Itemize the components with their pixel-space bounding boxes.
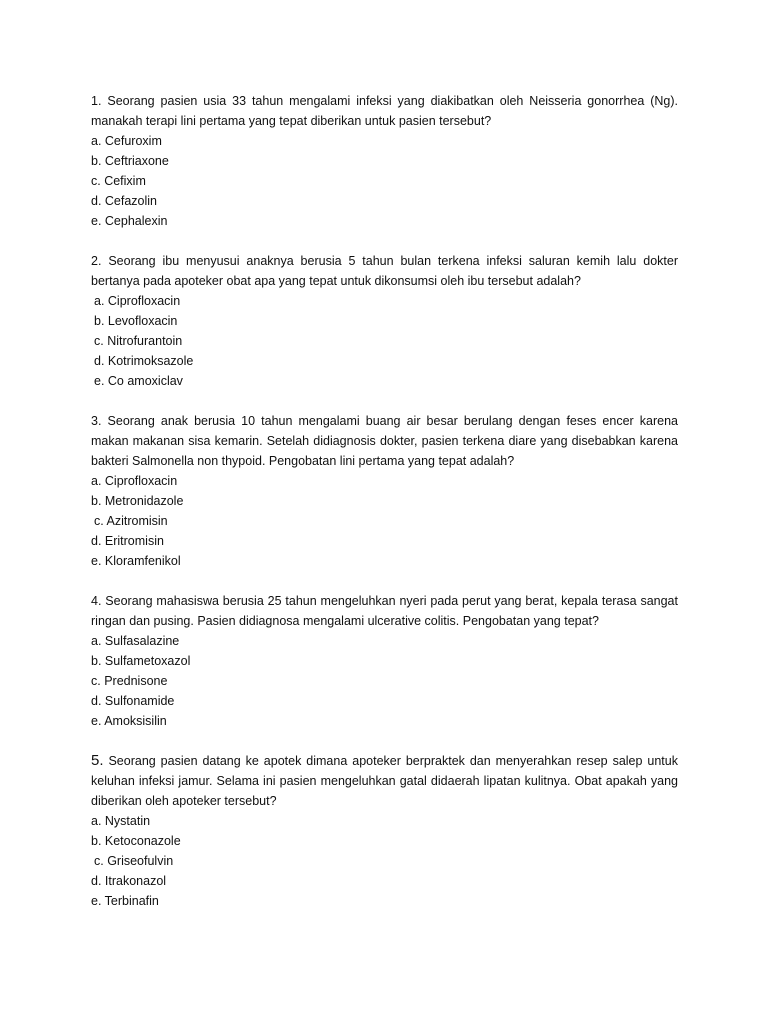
option-e: e. Terbinafin (91, 894, 159, 908)
question-text: Seorang mahasiswa berusia 25 tahun mengeluhkan nyeri pada perut yang berat, kepala terasa sangat ringan dan pusing. Pasien didiagnosa mengalami ulcerative colitis. Pengobatan yang tepat? (91, 594, 678, 628)
option-a: a. Sulfasalazine (91, 634, 180, 648)
option-d: d. Eritromisin (91, 534, 164, 548)
question-4 (91, 591, 678, 731)
option-b: b. Metronidazole (91, 494, 184, 508)
question-5 (91, 751, 678, 911)
option-c: c. Griseofulvin (94, 854, 174, 868)
question-number: 1. (91, 94, 102, 108)
option-a: a. Ciprofloxacin (91, 474, 178, 488)
question-number: 4. (91, 594, 102, 608)
option-list (91, 131, 678, 231)
question-3 (91, 411, 678, 571)
question-2 (91, 251, 678, 391)
option-e: e. Amoksisilin (91, 714, 167, 728)
option-d: d. Cefazolin (91, 194, 158, 208)
question-number: 3. (91, 414, 102, 428)
option-a: a. Ciprofloxacin (94, 294, 181, 308)
option-d: d. Kotrimoksazole (94, 354, 194, 368)
option-c: c. Azitromisin (94, 514, 168, 528)
question-stem (91, 591, 678, 631)
option-c: c. Prednisone (91, 674, 168, 688)
option-c: c. Nitrofurantoin (94, 334, 183, 348)
option-a: a. Cefuroxim (91, 134, 162, 148)
option-d: d. Itrakonazol (91, 874, 167, 888)
question-stem (91, 91, 678, 131)
question-number: 5. (91, 752, 104, 769)
option-list (91, 291, 678, 391)
option-c: c. Cefixim (91, 174, 146, 188)
question-number: 2. (91, 254, 102, 268)
option-b: b. Sulfametoxazol (91, 654, 191, 668)
option-e: e. Co amoxiclav (94, 374, 183, 388)
option-list (91, 811, 678, 911)
option-e: e. Cephalexin (91, 214, 168, 228)
option-b: b. Ketoconazole (91, 834, 181, 848)
option-list (91, 471, 678, 571)
question-list (91, 91, 678, 931)
question-stem (91, 251, 678, 291)
question-text: Seorang pasien datang ke apotek dimana apoteker berpraktek dan menyerahkan resep salep untuk keluhan infeksi jamur. Selama ini pasien mengeluhkan gatal didaerah lipatan kulitnya. Obat apakah yang diberikan oleh apoteker tersebut? (91, 754, 678, 808)
option-e: e. Kloramfenikol (91, 554, 181, 568)
question-text: Seorang anak berusia 10 tahun mengalami buang air besar berulang dengan feses encer karena makan makanan sisa kemarin. Setelah didiagnosis dokter, pasien terkena diare yang disebabkan karena bakteri Salmonella non thypoid. Pengobatan lini pertama yang tepat adalah? (91, 414, 678, 468)
question-1 (91, 91, 678, 231)
option-a: a. Nystatin (91, 814, 151, 828)
question-text: Seorang ibu menyusui anaknya berusia 5 tahun bulan terkena infeksi saluran kemih lalu dokter bertanya pada apoteker obat apa yang tepat untuk dikonsumsi oleh ibu tersebut adalah? (91, 254, 678, 288)
option-d: d. Sulfonamide (91, 694, 175, 708)
question-stem (91, 411, 678, 471)
option-b: b. Ceftriaxone (91, 154, 169, 168)
option-b: b. Levofloxacin (94, 314, 178, 328)
question-stem (91, 751, 678, 811)
option-list (91, 631, 678, 731)
question-text: Seorang pasien usia 33 tahun mengalami infeksi yang diakibatkan oleh Neisseria gonorrhea (Ng). manakah terapi lini pertama yang tepat diberikan untuk pasien tersebut? (91, 94, 678, 128)
